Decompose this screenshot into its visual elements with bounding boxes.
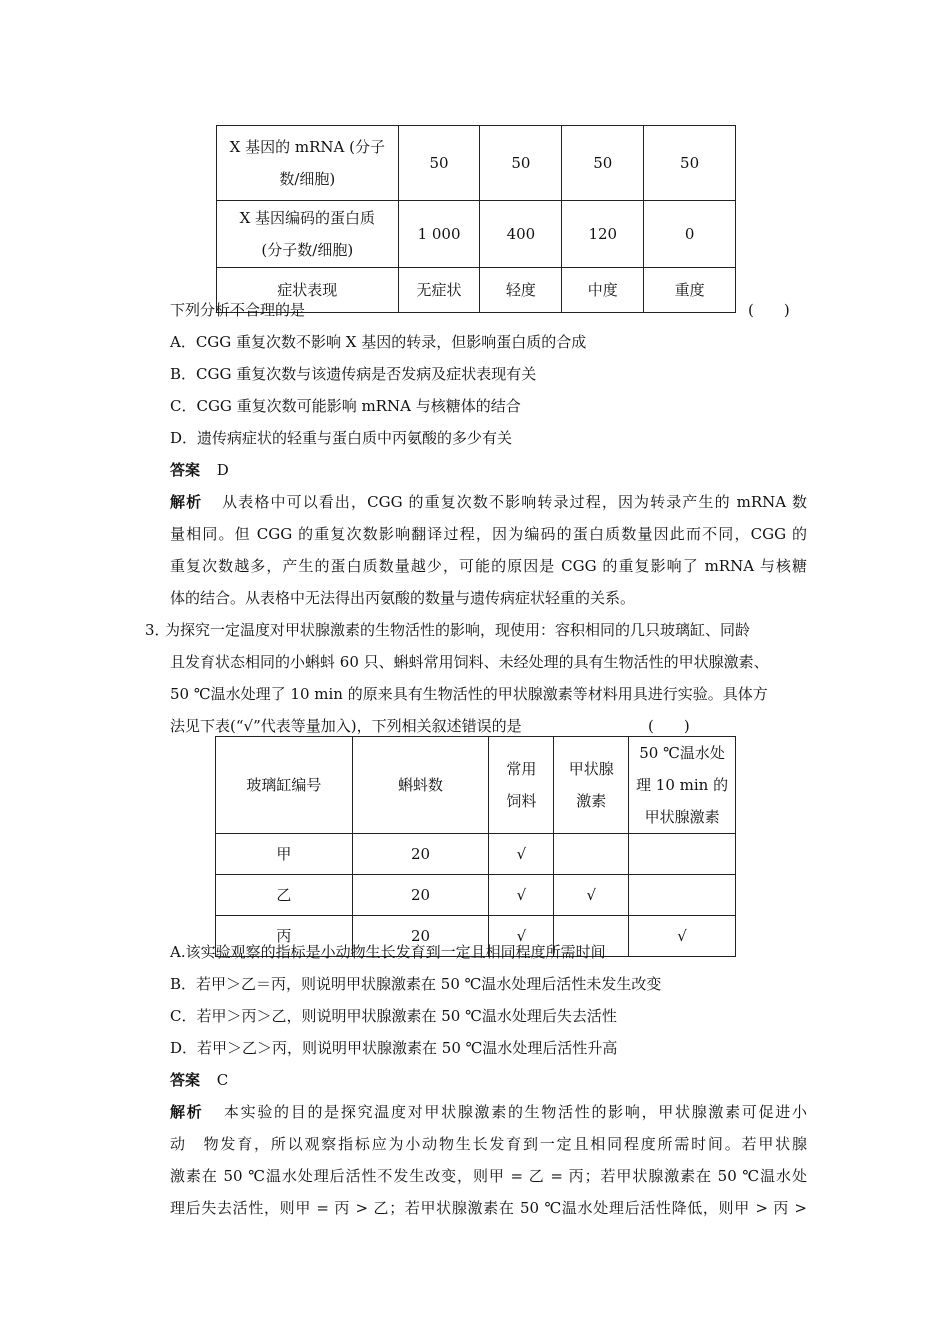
analysis-label: 解析 [170, 1103, 204, 1121]
table-cell: 50 [562, 126, 644, 201]
analysis-line [170, 492, 807, 512]
question-stem: 法见下表(“√”代表等量加入)，下列相关叙述错误的是 [170, 717, 522, 735]
table-cell: √ [489, 875, 554, 916]
question-stem: 且发育状态相同的小蝌蚪 60 只、蝌蚪常用饲料、未经处理的具有生物活性的甲状腺激素、 [170, 653, 769, 671]
table-cell: 乙 [216, 875, 353, 916]
answer-line [170, 460, 229, 480]
table-row [217, 201, 736, 268]
table-cell: 50 [398, 126, 480, 201]
table-cell: 400 [480, 201, 562, 268]
analysis-line: 动 物发育，所以观察指标应为小动物生长发育到一定且相同程度所需时间。若甲状腺 [170, 1135, 807, 1153]
option-d: D．若甲＞乙＞丙，则说明甲状腺激素在 50 ℃温水处理后活性升高 [170, 1039, 618, 1057]
option-a: A．CGG 重复次数不影响 X 基因的转录，但影响蛋白质的合成 [170, 333, 587, 351]
option-b: B．CGG 重复次数与该遗传病是否发病及症状表现有关 [170, 365, 537, 383]
answer-line [170, 1070, 228, 1090]
table-header-row [216, 737, 736, 834]
answer-paren: ( ) [748, 301, 790, 319]
table-cell: √ [489, 834, 554, 875]
table-cell: 50 [644, 126, 736, 201]
option-c: C．CGG 重复次数可能影响 mRNA 与核糖体的结合 [170, 397, 521, 415]
gene-expression-table [216, 125, 736, 313]
analysis-text: 本实验的目的是探究温度对甲状腺激素的生物活性的影响，甲状腺激素可促进小 [223, 1103, 807, 1121]
header-cell: 50 ℃温水处 理 10 min 的 甲状腺激素 [629, 737, 736, 834]
table-row [216, 834, 736, 875]
answer-label: 答案 [170, 461, 201, 479]
header-cell: 蝌蚪数 [352, 737, 489, 834]
question-number: 3． [145, 621, 170, 639]
table-row [216, 875, 736, 916]
option-d: D．遗传病症状的轻重与蛋白质中丙氨酸的多少有关 [170, 429, 513, 447]
analysis-line: 重复次数越多，产生的蛋白质数量越少，可能的原因是 CGG 的重复影响了 mRNA 与核糖 [170, 557, 807, 575]
row-label: X 基因编码的蛋白质 (分子数/细胞) [217, 201, 399, 268]
analysis-line: 量相同。但 CGG 的重复次数影响翻译过程，因为编码的蛋白质数量因此而不同，CGG 的 [170, 525, 807, 543]
option-c: C．若甲＞丙＞乙，则说明甲状腺激素在 50 ℃温水处理后失去活性 [170, 1007, 617, 1025]
analysis-line: 理后失去活性，则甲 = 丙 > 乙；若甲状腺激素在 50 ℃温水处理后活性降低，则甲 > 丙 > [170, 1199, 807, 1217]
analysis-line [170, 1102, 807, 1122]
row-label: X 基因的 mRNA (分子 数/细胞) [217, 126, 399, 201]
table-cell: 20 [352, 916, 489, 957]
option-b: B．若甲＞乙＝丙，则说明甲状腺激素在 50 ℃温水处理后活性未发生改变 [170, 975, 662, 993]
analysis-text: 从表格中可以看出，CGG 的重复次数不影响转录过程，因为转录产生的 mRNA 数 [222, 493, 807, 511]
answer-value: D [216, 461, 229, 479]
question-stem: 下列分析不合理的是 [170, 301, 306, 319]
table-cell [629, 834, 736, 875]
table-cell: 120 [562, 201, 644, 268]
table-cell: 20 [352, 834, 489, 875]
table-cell [554, 834, 629, 875]
table-row [217, 126, 736, 201]
table-cell: 无症状 [398, 268, 480, 313]
table-cell: 0 [644, 201, 736, 268]
table-cell: √ [489, 916, 554, 957]
table-cell: √ [554, 875, 629, 916]
header-cell: 甲状腺 激素 [554, 737, 629, 834]
header-cell: 常用 饲料 [489, 737, 554, 834]
table-cell: √ [629, 916, 736, 957]
table-cell: 50 [480, 126, 562, 201]
analysis-line: 体的结合。从表格中无法得出丙氨酸的数量与遗传病症状轻重的关系。 [170, 589, 636, 607]
table-cell [629, 875, 736, 916]
question-stem: 50 ℃温水处理了 10 min 的原来具有生物活性的甲状腺激素等材料用具进行实验。具体方 [170, 685, 768, 703]
table-cell: 轻度 [480, 268, 562, 313]
table-cell: 1 000 [398, 201, 480, 268]
table-cell: 中度 [562, 268, 644, 313]
row-label: 症状表现 [217, 268, 399, 313]
table-cell: 20 [352, 875, 489, 916]
table-cell: 甲 [216, 834, 353, 875]
option-a: A.该实验观察的指标是小动物生长发育到一定且相同程度所需时间 [170, 943, 606, 961]
header-cell: 玻璃缸编号 [216, 737, 353, 834]
answer-label: 答案 [170, 1071, 201, 1089]
experiment-table [215, 736, 736, 957]
analysis-line: 激素在 50 ℃温水处理后活性不发生改变，则甲 = 乙 = 丙；若甲状腺激素在 50 ℃温水处 [170, 1167, 807, 1185]
answer-paren: ( ) [648, 717, 690, 735]
question-stem: 为探究一定温度对甲状腺激素的生物活性的影响，现使用：容积相同的几只玻璃缸、同龄 [165, 621, 751, 639]
answer-value: C [216, 1071, 229, 1089]
table-cell: 重度 [644, 268, 736, 313]
analysis-label: 解析 [170, 493, 203, 511]
table-cell: 丙 [216, 916, 353, 957]
